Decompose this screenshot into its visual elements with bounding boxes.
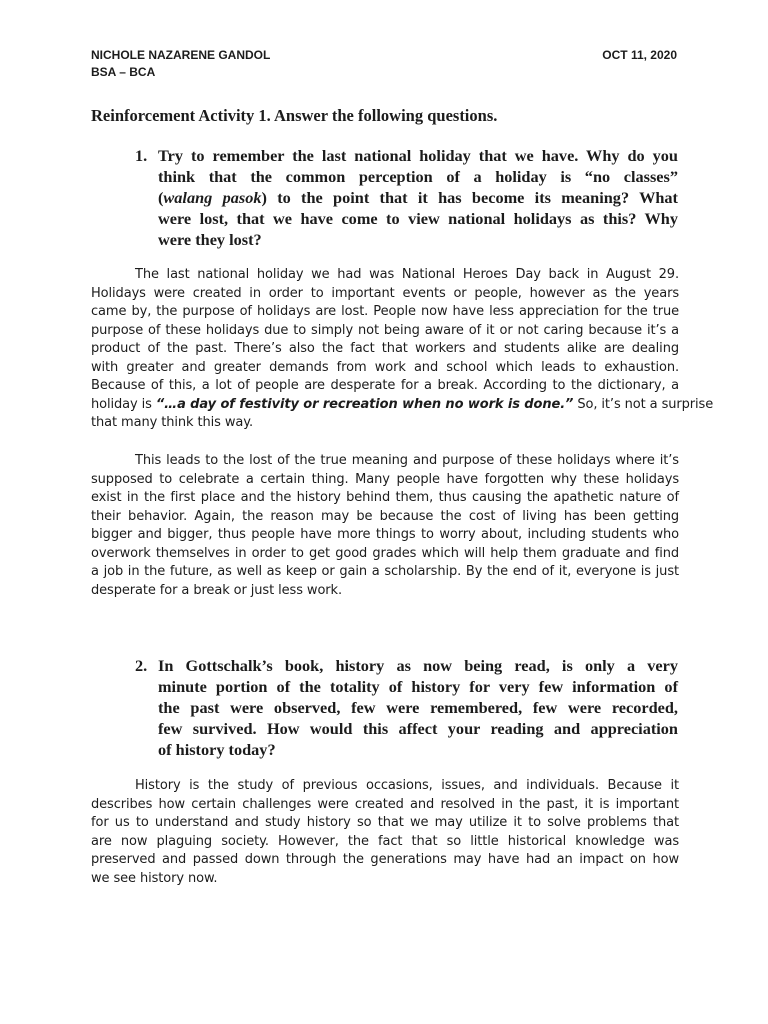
question-2 <box>135 655 678 760</box>
question-text: ) to the point that it has become its meaning? What <box>261 188 678 207</box>
paragraph-line: purpose of these holidays due to simply not being aware of it or not caring because it’s a <box>91 322 679 338</box>
paragraph-line: History is the study of previous occasions, issues, and individuals. Because it <box>135 778 679 793</box>
paragraph-line: with greater and greater demands from work and school which leads to exhaustion. <box>91 359 679 375</box>
student-course: BSA – BCA <box>91 65 156 79</box>
paragraph-line: came by, the purpose of holidays are lost. People now have less appreciation for the true <box>91 304 679 319</box>
paragraph-line: a job in the future, as well as keep or gain a scholarship. By the end of it, everyone is just <box>91 564 679 579</box>
paragraph-line: describes how certain challenges were created and resolved in the past, it is important <box>91 796 679 812</box>
paragraph-line: we see history now. <box>91 870 218 886</box>
paragraph-line: that many think this way. <box>91 415 253 430</box>
paragraph-text: So, it’s not a surprise <box>573 396 714 412</box>
paragraph-line: Because of this, a lot of people are desperate for a break. According to the dictionary, a <box>91 378 679 393</box>
paragraph-line: This leads to the lost of the true meaning and purpose of these holidays where it’s <box>135 453 679 468</box>
question-line: were they lost? <box>158 230 262 249</box>
question-line: In Gottschalk’s book, history as now being read, is only a very <box>158 656 678 675</box>
paragraph-line: are now plaguing society. However, the fact that so little historical knowledge was <box>91 833 679 849</box>
student-name: NICHOLE NAZARENE GANDOL <box>91 48 271 62</box>
question-number: 2. <box>135 656 148 675</box>
answer-2-paragraph-1 <box>91 777 679 888</box>
paragraph-line: for us to understand and study history so that we may utilize it to solve problems that <box>91 815 679 830</box>
question-number: 1. <box>135 146 148 165</box>
activity-title: Reinforcement Activity 1. Answer the following questions. <box>91 106 498 125</box>
paragraph-text: holiday is <box>91 396 156 412</box>
answer-1-paragraph-2 <box>91 452 679 600</box>
paragraph-line: bigger and bigger, thus people have more things to worry about, including students who <box>91 527 679 542</box>
document-date: OCT 11, 2020 <box>602 48 677 62</box>
paragraph-line: product of the past. There’s also the fact that workers and students alike are dealing <box>91 341 679 356</box>
question-line: few survived. How would this affect your reading and appreciation <box>158 719 678 738</box>
paragraph-line: overwork themselves in order to get good grades which will help them graduate and find <box>91 545 679 561</box>
paragraph-line: The last national holiday we had was National Heroes Day back in August 29. <box>135 267 679 282</box>
question-line: think that the common perception of a holiday is “no classes” <box>158 167 678 186</box>
paragraph-line <box>91 396 714 415</box>
italic-term: walang pasok <box>163 188 262 207</box>
paragraph-line: supposed to celebrate a certain thing. Many people have forgotten why these holidays <box>91 471 679 487</box>
question-line: Try to remember the last national holiday that we have. Why do you <box>158 146 678 165</box>
question-line: minute portion of the totality of history for very few information of <box>158 677 678 696</box>
answer-1-paragraph-1 <box>91 266 714 433</box>
paragraph-line: desperate for a break or just less work. <box>91 582 343 598</box>
question-1 <box>135 145 678 250</box>
question-line: were lost, that we have come to view national holidays as this? Why <box>158 209 678 228</box>
question-text: ( <box>158 188 164 207</box>
paragraph-line: preserved and passed down through the generations may have had an impact on how <box>91 852 679 867</box>
question-line <box>158 187 678 208</box>
question-line: of history today? <box>158 740 276 759</box>
paragraph-line: Holidays were created in order to important events or people, however as the years <box>91 285 679 301</box>
paragraph-line: their behavior. Again, the reason may be because the cost of living has been getting <box>91 508 679 524</box>
dictionary-quote: “…a day of festivity or recreation when no work is done.” <box>155 396 574 412</box>
question-line: the past were observed, few were remembered, few were recorded, <box>158 698 678 717</box>
paragraph-line: exist in the first place and the history behind them, thus causing the apathetic nature of <box>91 490 679 505</box>
